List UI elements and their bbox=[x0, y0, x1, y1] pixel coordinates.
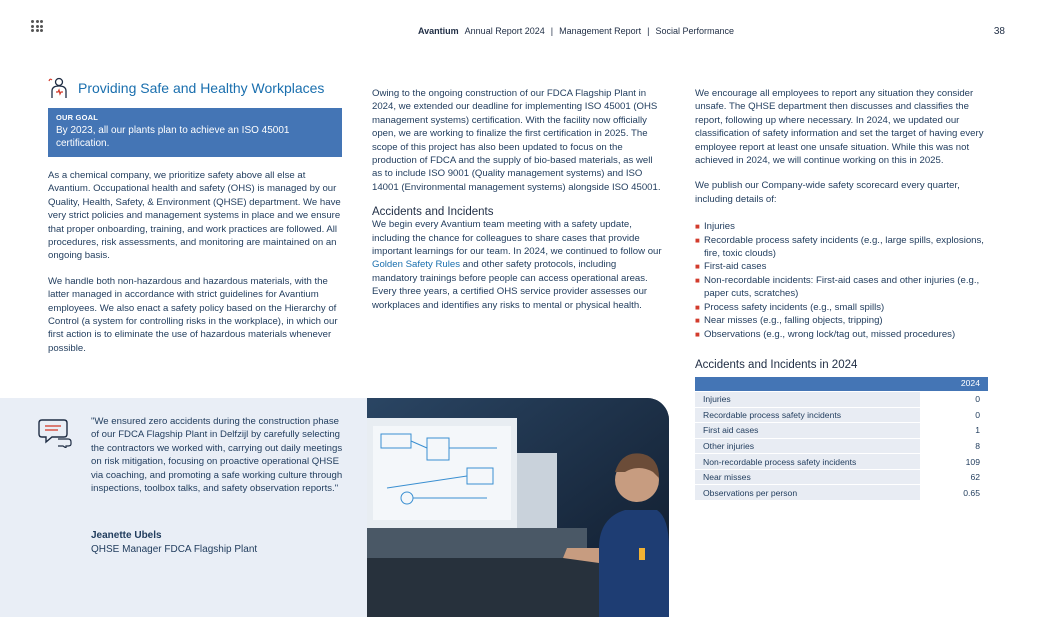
list-item bbox=[695, 328, 987, 341]
left-column bbox=[48, 76, 342, 355]
row-label: Injuries bbox=[695, 391, 920, 407]
breadcrumb-report[interactable]: Annual Report 2024 bbox=[464, 26, 545, 36]
author-role: QHSE Manager FDCA Flagship Plant bbox=[91, 544, 258, 555]
list-item-text: First-aid cases bbox=[704, 261, 767, 273]
list-item bbox=[695, 301, 987, 314]
list-item bbox=[695, 234, 987, 261]
row-value: 0.65 bbox=[920, 485, 988, 500]
page-title: Providing Safe and Healthy Workplaces bbox=[78, 80, 325, 96]
goal-box bbox=[48, 108, 342, 157]
control-room-photo bbox=[367, 398, 669, 617]
body-paragraph: We publish our Company-wide safety scorecard every quarter, including details of: bbox=[695, 180, 960, 205]
body-paragraph: We encourage all employees to report any situation they consider unsafe. The QHSE department then discusses and classifies the report, following up where necessary. In 2024, we updated our classification of safety information and set the target of having every employee report at least one unsafe situation. While this was not achieved in 2024, we will continue working on this in 2025. bbox=[695, 88, 984, 167]
bullet-icon: ■ bbox=[695, 222, 700, 232]
row-label: Other injuries bbox=[695, 438, 920, 454]
breadcrumb-separator: | bbox=[647, 26, 650, 36]
list-item-text: Recordable process safety incidents (e.g., large spills, explosions, fire, toxic clouds) bbox=[704, 234, 984, 260]
list-item bbox=[695, 220, 987, 233]
body-paragraph: Owing to the ongoing construction of our FDCA Flagship Plant in 2024, we extended our deadline for implementing ISO 45001 (OHS management systems) certification. With the facility now officially open, we are working to finalize the first certification in 2025. The scope of this project has also been updated to focus on the production of FDCA and the supply of bio-based materials, as well as to include ISO 9001 (Quality management systems) and ISO 14001 (Environmental management systems) alongside ISO 45001. bbox=[372, 88, 661, 193]
right-column bbox=[695, 87, 987, 500]
bullet-icon: ■ bbox=[695, 262, 700, 272]
golden-safety-rules-link[interactable]: Golden Safety Rules bbox=[372, 259, 460, 271]
breadcrumb-subsection[interactable]: Social Performance bbox=[655, 26, 735, 36]
table-row bbox=[695, 407, 988, 423]
grid-icon[interactable] bbox=[31, 20, 43, 32]
goal-label: OUR GOAL bbox=[56, 113, 99, 122]
row-label: Recordable process safety incidents bbox=[695, 407, 920, 423]
row-value: 62 bbox=[920, 469, 988, 485]
table-header-year: 2024 bbox=[695, 377, 988, 392]
body-paragraph: As a chemical company, we prioritize safety above all else at Avantium. Occupational health and safety (OHS) is managed by our Quality, Health, Safety, & Environment (QHSE) department. We have very strict policies and management systems in place and we ensure that proper onboarding, training, and work practices are followed. All procedures, risk assessments, and monitoring are maintained on an ongoing basis. bbox=[48, 170, 341, 262]
chat-bubbles-icon bbox=[38, 416, 72, 448]
section-title-row bbox=[48, 76, 342, 100]
row-value: 1 bbox=[920, 423, 988, 439]
table-header-row bbox=[695, 377, 988, 392]
table-row bbox=[695, 423, 988, 439]
bullet-icon: ■ bbox=[695, 275, 700, 285]
body-paragraph: We handle both non-hazardous and hazardous materials, with the latter managed in accordance with strict guidelines for Avantium employees. We also enact a safety policy based on the Hierarchy of Control (a system for controlling risks in the workplace), in which our first action is to eliminate the use of hazardous materials whenever possible. bbox=[48, 275, 338, 354]
bullet-icon: ■ bbox=[695, 235, 700, 245]
table-row bbox=[695, 438, 988, 454]
row-value: 8 bbox=[920, 438, 988, 454]
table-row bbox=[695, 485, 988, 500]
breadcrumb-separator: | bbox=[550, 26, 554, 36]
bullet-icon: ■ bbox=[695, 316, 700, 326]
table-title: Accidents and Incidents in 2024 bbox=[695, 358, 858, 371]
row-label: First aid cases bbox=[695, 423, 920, 439]
scorecard-list bbox=[695, 220, 987, 341]
list-item bbox=[695, 260, 987, 273]
list-item-text: Injuries bbox=[704, 221, 735, 233]
list-item-text: Non-recordable incidents: First-aid cases and other injuries (e.g., paper cuts, scratches) bbox=[704, 274, 980, 300]
table-row bbox=[695, 454, 988, 470]
row-value: 0 bbox=[920, 407, 988, 423]
author-name: Jeanette Ubels bbox=[91, 530, 162, 541]
row-value: 109 bbox=[920, 454, 988, 470]
photo-illustration bbox=[367, 398, 669, 617]
paragraph-text: and other safety protocols, including mandatory trainings before people can access operational areas. Every three years, a certified OHS service provider assesses our workplaces and identifies any risks to mental or physical health. bbox=[372, 259, 648, 311]
breadcrumb-company[interactable]: Avantium bbox=[418, 26, 459, 36]
row-label: Near misses bbox=[695, 469, 920, 485]
list-item bbox=[695, 274, 987, 301]
table-row bbox=[695, 469, 988, 485]
bullet-icon: ■ bbox=[695, 329, 700, 339]
breadcrumb bbox=[418, 26, 734, 36]
middle-column bbox=[372, 87, 664, 312]
page-header bbox=[0, 0, 1037, 62]
accidents-table bbox=[695, 377, 988, 500]
row-label: Non-recordable process safety incidents bbox=[695, 454, 920, 470]
table-row bbox=[695, 391, 988, 407]
list-item-text: Near misses (e.g., falling objects, tripping) bbox=[704, 315, 883, 327]
body-paragraph bbox=[372, 218, 664, 312]
page-number: 38 bbox=[993, 26, 1005, 37]
list-item-text: Observations (e.g., wrong lock/tag out, missed procedures) bbox=[704, 328, 956, 340]
quote-author bbox=[91, 529, 351, 557]
goal-text: By 2023, all our plants plan to achieve an ISO 45001 certification. bbox=[56, 125, 290, 149]
row-label: Observations per person bbox=[695, 485, 920, 500]
quote-text: "We ensured zero accidents during the construction phase of our FDCA Flagship Plant in Delfzijl by carefully selecting the contractors we worked with, carrying out daily meetings on risk mitigation, focusing on proactive operational QHSE via coaching, and promoting a safe working culture through inspections, toolbox talks, and safety observation reports." bbox=[91, 416, 343, 495]
section-heading: Accidents and Incidents bbox=[372, 206, 494, 219]
paragraph-text: We begin every Avantium team meeting with a safety update, including the chance for colleagues to share cases that provide important learnings for our team. In 2024, we continued to follow our bbox=[372, 219, 662, 258]
health-person-icon bbox=[48, 76, 70, 100]
row-value: 0 bbox=[920, 391, 988, 407]
list-item bbox=[695, 314, 987, 327]
breadcrumb-section[interactable]: Management Report bbox=[559, 26, 642, 36]
bullet-icon: ■ bbox=[695, 302, 700, 312]
list-item-text: Process safety incidents (e.g., small spills) bbox=[704, 301, 885, 313]
